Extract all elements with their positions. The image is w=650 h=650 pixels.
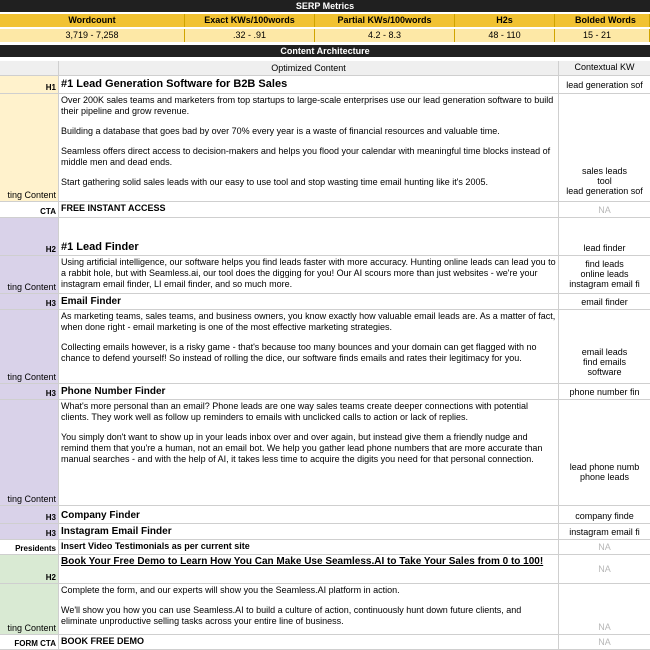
metric-header-partial-kws[interactable]: Partial KWs/100words (315, 14, 455, 27)
metrics-header-row (0, 14, 650, 27)
row-form-cta (0, 635, 650, 650)
content-cell[interactable] (58, 524, 558, 539)
keyword-na: NA (598, 564, 611, 574)
label-cell[interactable] (0, 310, 58, 383)
paragraph: Complete the form, and our experts will show you the Seamless.AI platform in action. (61, 585, 400, 595)
keyword-cell[interactable] (558, 400, 650, 505)
row-h3-company-finder (0, 506, 650, 524)
keyword: instagram email fi (569, 527, 640, 537)
content-cell[interactable] (58, 584, 558, 634)
row-tag-h3: H3 (45, 513, 56, 522)
row-label-supporting-content: ting Content (7, 494, 56, 504)
serp-metrics-header: SERP Metrics (0, 0, 650, 12)
metric-value-bolded-words[interactable]: 15 - 21 (555, 29, 650, 42)
keyword: lead generation sof (566, 186, 643, 196)
paragraph: Seamless offers direct access to decision-makers and helps you flood your calendar with meaningful time blocks instead of middle men and dead ends. (61, 146, 551, 167)
content-cell[interactable] (58, 94, 558, 201)
content-cell[interactable] (58, 202, 558, 217)
metric-header-exact-kws[interactable]: Exact KWs/100words (185, 14, 315, 27)
label-cell[interactable] (0, 506, 58, 523)
column-header-optimized-content[interactable]: Optimized Content (58, 61, 558, 75)
row-h3-instagram-finder (0, 524, 650, 540)
content-cell[interactable] (58, 506, 558, 523)
row-h1 (0, 76, 650, 94)
row-intro-content (0, 94, 650, 202)
keyword-cell[interactable] (558, 310, 650, 383)
row-tag-h1: H1 (45, 83, 56, 92)
label-cell[interactable] (0, 540, 58, 554)
label-cell[interactable] (0, 635, 58, 649)
row-tag-h3: H3 (45, 389, 56, 398)
keyword-na: NA (598, 637, 611, 647)
cta-text: FREE INSTANT ACCESS (61, 203, 166, 213)
keyword-cell[interactable] (558, 635, 650, 649)
content-cell[interactable] (58, 256, 558, 293)
label-cell[interactable] (0, 218, 58, 255)
label-cell[interactable] (0, 384, 58, 399)
label-cell[interactable] (0, 524, 58, 539)
keyword-cell[interactable] (558, 524, 650, 539)
keyword: company finde (575, 511, 634, 521)
metric-value-exact-kws[interactable]: .32 - .91 (185, 29, 315, 42)
keyword: email leads (581, 347, 628, 357)
row-presidents (0, 540, 650, 555)
content-cell[interactable] (58, 540, 558, 554)
label-cell[interactable] (0, 584, 58, 634)
paragraph: Start gathering solid sales leads with our easy to use tool and stop wasting time email hunting like it's 2005. (61, 177, 488, 187)
metric-header-wordcount[interactable]: Wordcount (0, 14, 185, 27)
demo-heading-link[interactable]: Book Your Free Demo to Learn How You Can Make Use Seamless.AI to Take Your Sales from 0 to 100! (61, 556, 544, 567)
h3-heading: Email Finder (61, 296, 122, 307)
row-h3-phone-finder (0, 384, 650, 400)
keyword: find leads (585, 259, 624, 269)
row-lead-content (0, 256, 650, 294)
row-h2-demo (0, 555, 650, 584)
keyword: email finder (581, 297, 628, 307)
paragraph: Using artificial intelligence, our software helps you find leads faster with more accuracy. Hunting online leads can lead you to a rabbit hole, but with Seamless.ai, our tool does the digging for you! Our AI scours more than just websites - we're your instagram email finder, LI email finder, and so much more. (61, 257, 556, 289)
testimonial-note: Insert Video Testimonials as per current site (61, 541, 250, 551)
metrics-values-row (0, 29, 650, 42)
h2-heading: #1 Lead Finder (61, 241, 139, 253)
row-label-supporting-content: ting Content (7, 372, 56, 382)
column-header-row (0, 61, 650, 76)
metric-value-h2s[interactable]: 48 - 110 (455, 29, 555, 42)
row-tag-cta: CTA (40, 207, 56, 216)
column-header-contextual-kw[interactable]: Contextual KW (558, 61, 650, 75)
h1-heading: #1 Lead Generation Software for B2B Sales (61, 78, 288, 90)
metric-header-h2s[interactable]: H2s (455, 14, 555, 27)
row-tag-presidents: Presidents (15, 544, 56, 553)
keyword: phone number fin (569, 387, 640, 397)
keyword-cell[interactable] (558, 384, 650, 399)
keyword: instagram email fi (569, 279, 640, 289)
metric-header-bolded-words[interactable]: Bolded Words (555, 14, 650, 27)
row-h2-lead-finder (0, 218, 650, 256)
keyword: lead generation sof (566, 80, 643, 90)
content-cell[interactable] (58, 400, 558, 505)
label-cell[interactable] (0, 400, 58, 505)
row-demo-content (0, 584, 650, 635)
keyword-cell[interactable] (558, 555, 650, 583)
row-tag-h2: H2 (45, 245, 56, 254)
label-cell[interactable] (0, 94, 58, 201)
content-cell[interactable] (58, 635, 558, 649)
keyword: sales leads (581, 166, 628, 176)
row-tag-h3: H3 (45, 529, 56, 538)
row-label-supporting-content: ting Content (7, 282, 56, 292)
paragraph: We'll show you how you can use Seamless.AI to build a culture of action, continuously hunt down future clients, and eliminate unproductive selling tasks across your entire line of business. (61, 605, 522, 626)
row-cta (0, 202, 650, 218)
content-cell[interactable] (58, 76, 558, 93)
label-cell[interactable] (0, 76, 58, 93)
row-email-content (0, 310, 650, 384)
keyword: lead finder (583, 243, 626, 253)
keyword-cell[interactable] (558, 294, 650, 309)
content-cell[interactable] (58, 310, 558, 383)
keyword: phone leads (579, 472, 630, 482)
keyword: find emails (582, 357, 627, 367)
paragraph: As marketing teams, sales teams, and business owners, you know exactly how valuable email leads are. As a matter of fact, when done right - email marketing is one of the most effective marketing strategies. (61, 311, 556, 332)
row-h3-email-finder (0, 294, 650, 310)
metric-value-wordcount[interactable]: 3,719 - 7,258 (0, 29, 185, 42)
keyword-cell[interactable] (558, 202, 650, 217)
label-cell[interactable] (0, 256, 58, 293)
keyword-na: NA (598, 622, 611, 632)
row-tag-form-cta: FORM CTA (14, 639, 56, 648)
paragraph: Over 200K sales teams and marketers from top startups to large-scale enterprises use our lead generation software to build their pipeline and grow revenue. (61, 95, 554, 116)
keyword-cell[interactable] (558, 256, 650, 293)
content-cell[interactable] (58, 384, 558, 399)
content-cell[interactable] (58, 294, 558, 309)
paragraph: Building a database that goes bad by over 70% every year is a waste of financial resources and valuable time. (61, 126, 500, 136)
content-cell[interactable] (58, 555, 558, 583)
content-cell[interactable] (58, 218, 558, 255)
label-cell[interactable] (0, 202, 58, 217)
h3-heading: Company Finder (61, 510, 140, 521)
keyword-cell[interactable] (558, 584, 650, 634)
row-tag-h2: H2 (45, 573, 56, 582)
keyword-cell[interactable] (558, 540, 650, 554)
keyword: lead phone numb (569, 462, 640, 472)
content-architecture-header: Content Architecture (0, 45, 650, 57)
paragraph: You simply don't want to show up in your leads inbox over and over again, but instead give them a friendly nudge and remind them that you're a human, not an email bot. We help you gather lead phone numbers that are more accurate than manual searches - and with the help of AI, it takes less time to acquire the digits you need for that personal connection. (61, 432, 543, 464)
label-cell[interactable] (0, 555, 58, 583)
label-cell[interactable] (0, 294, 58, 309)
paragraph: Collecting emails however, is a risky game - that's because too many bounces and your domain can get flagged with no chance to defend yourself! So instead of rolling the dice, our software finds emails and rates their legitimacy for you. (61, 342, 537, 363)
keyword-cell[interactable] (558, 76, 650, 93)
metric-value-partial-kws[interactable]: 4.2 - 8.3 (315, 29, 455, 42)
keyword-cell[interactable] (558, 218, 650, 255)
keyword: online leads (580, 269, 629, 279)
column-header-blank (0, 61, 58, 75)
row-tag-h3: H3 (45, 299, 56, 308)
keyword: tool (597, 176, 612, 186)
keyword-cell[interactable] (558, 506, 650, 523)
keyword: software (587, 367, 622, 377)
form-cta-text: BOOK FREE DEMO (61, 636, 145, 646)
keyword-na: NA (598, 205, 611, 215)
row-label-supporting-content: ting Content (7, 190, 56, 200)
keyword-na: NA (598, 542, 611, 552)
row-label-supporting-content: ting Content (7, 623, 56, 633)
row-phone-content (0, 400, 650, 506)
paragraph: What's more personal than an email? Phone leads are one way sales teams create deeper connections with potential clients. They work well as follow up reminders to emails with unclicked calls to action or lack of replies. (61, 401, 528, 422)
h3-heading: Phone Number Finder (61, 386, 166, 397)
keyword-cell[interactable] (558, 94, 650, 201)
h3-heading: Instagram Email Finder (61, 526, 172, 537)
